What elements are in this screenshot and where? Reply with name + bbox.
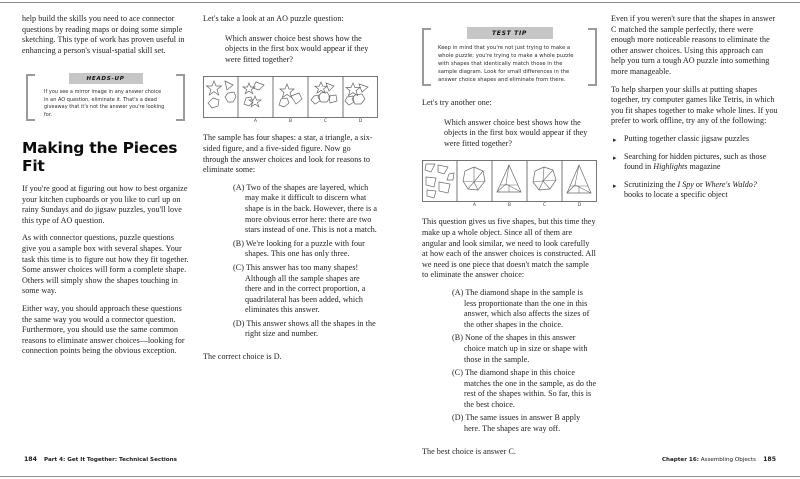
page-right-columns	[400, 14, 800, 456]
running-head-left: Part 4: Get It Together: Technical Sections	[44, 457, 177, 463]
ao-puzzle-figure-2-letters	[422, 203, 597, 208]
col2-conclusion: The correct choice is D.	[203, 352, 282, 362]
ao-puzzle-figure-2-svg	[422, 160, 597, 202]
fig1-label-d: D	[358, 119, 363, 125]
list-item-emphasis: Highlights	[653, 162, 688, 172]
col1-paragraph-1: help build the skills you need to ace connector questions by reading maps or doing some simple sketching. This type of work has proven useful in enhancing a person's visual-spatial skill set.	[22, 14, 185, 55]
col3-question-prompt: Which answer choice best shows how the objects in the first box would appear if they were fitted together?	[444, 117, 588, 148]
column-4	[611, 14, 778, 436]
list-item-text-mid: or	[693, 179, 705, 189]
list-item-emphasis-2: Where's Waldo?	[704, 179, 757, 189]
page-right	[400, 0, 800, 479]
col4-paragraph-2: To help sharpen your skills at putting shapes together, try computer games like Tetris, in which you fit shapes together to make whole lines. If you prefer to work offline, try any of the following:	[611, 84, 778, 126]
practice-activity-list	[611, 134, 778, 201]
col2-question-prompt: Which answer choice best shows how the objects in the first box would appear if they were fitted together?	[225, 33, 369, 64]
test-tip-label: TEST TIP	[467, 27, 553, 39]
col3-answer-a: (A) The diamond shape in the sample is less proportionate than the one in this answer, which also affects the sizes of the other shapes in the choice.	[452, 287, 590, 329]
running-head-right-chapter: Chapter 16:	[661, 457, 699, 463]
test-tip-callout	[422, 24, 597, 88]
list-item-text-post: magazine	[687, 162, 721, 172]
list-item	[611, 180, 778, 201]
footer-right	[662, 456, 776, 463]
triangle-bullet-icon: ▸	[613, 182, 617, 191]
fig1-label-b: B	[288, 119, 293, 125]
bracket-left	[26, 74, 35, 121]
col2-paragraph-2: The sample has four shapes: a star, a triangle, a six-sided figure, and a five-sided figure. Now go through the answer choices and look for reasons to eliminate some:	[203, 133, 373, 175]
col1-paragraph-4: Either way, you should approach these questions the same way you would a connector question. Furthermore, you should use the same common reasons to eliminate answer choices—looking for connection points being the obvious exception.	[22, 303, 185, 356]
ao-puzzle-figure-1	[203, 76, 378, 124]
heads-up-label: HEADS-UP	[69, 73, 143, 84]
list-item-text: Putting together classic jigsaw puzzles	[624, 133, 749, 143]
ao-puzzle-figure-2	[422, 160, 597, 208]
ao-puzzle-figure-1-svg	[203, 76, 378, 118]
fig1-label-a: A	[253, 119, 258, 125]
col3-paragraph-2: This question gives us five shapes, but this time they make up a whole object. Since all of them are angular and look similar, we need to look carefully at how each of the answer choices is constructed. All we need is one piece that doesn't match the sample to eliminate the answer choice:	[422, 217, 596, 280]
col3-paragraph-1: Let's try another one:	[422, 98, 492, 107]
bracket-right	[588, 28, 597, 86]
fig2-label-sample	[422, 203, 457, 208]
col3-answer-d: (D) The same issues in answer B apply here. The shapes are way off.	[452, 413, 581, 434]
fig2-label-d: D	[577, 203, 582, 209]
heads-up-callout	[26, 70, 185, 123]
running-head-right-title: Assembling Objects	[700, 457, 756, 463]
list-item-text-post: books to locate a specific object	[624, 190, 728, 200]
col3-answer-c: (C) The diamond shape in this choice matches the one in the sample, as do the rest of the shapes within. So far, this is the best choice.	[452, 368, 597, 409]
triangle-bullet-icon: ▸	[613, 136, 617, 145]
fig2-label-a: A	[472, 203, 477, 209]
fig1-label-sample	[203, 119, 238, 124]
column-1	[22, 14, 189, 436]
col2-paragraph-1: Let's take a look at an AO puzzle question:	[203, 14, 344, 23]
heads-up-body: If you see a mirror image in any answer choice in an AO question, eliminate it. That's a dead giveaway that it's not the answer you're looking for.	[44, 89, 165, 118]
list-item	[611, 152, 778, 173]
fig2-label-b: B	[507, 203, 512, 209]
test-tip-body: Keep in mind that you're not just trying to make a whole puzzle; you're trying to make a whole puzzle with shapes that identically match those in the sample diagram. Look for small differences in the answer choice shapes and eliminate from there.	[438, 45, 574, 83]
list-item	[611, 134, 778, 145]
col2-answer-b: (B) We're looking for a puzzle with four shapes. This one has only three.	[233, 238, 365, 259]
col1-paragraph-2: If you're good at figuring out how to best organize your kitchen cupboards or you like to curl up on rainy Sundays and do jigsaw puzzles, you'll love this type of AO question.	[22, 184, 188, 225]
bracket-right	[176, 74, 185, 121]
list-item-text-pre: Searching for hidden pictures, such as those found in	[624, 151, 767, 172]
fig2-label-c: C	[542, 203, 547, 209]
col2-answer-a: (A) Two of the shapes are layered, which may make it difficult to discern what shape is in the back. However, there is a more obvious error here: there are two stars instead of one. This is not a match.	[233, 182, 378, 235]
page-number-right: 185	[763, 456, 776, 463]
col3-conclusion: The best choice is answer C.	[422, 446, 516, 456]
bracket-left	[422, 28, 431, 86]
column-2	[203, 14, 378, 436]
col4-paragraph-1: Even if you weren't sure that the shapes in answer C matched the sample perfectly, there were enough more noticeable reasons to eliminate the other answer choices. Using this approach can help you turn a tough AO puzzle into something more manageable.	[611, 14, 776, 76]
page-left-columns	[0, 14, 400, 436]
col3-answer-b: (B) None of the shapes in this answer choice match up in size or shape with those in the sample.	[452, 333, 588, 364]
footer-left	[24, 456, 177, 463]
list-item-emphasis: I Spy	[677, 179, 694, 189]
col2-answer-d: (D) This answer shows all the shapes in the right size and number.	[233, 318, 376, 339]
triangle-bullet-icon: ▸	[613, 154, 617, 163]
col2-answer-c: (C) This answer has too many shapes! Although all the sample shapes are there and in the correct proportion, a quadrilateral has been added, which eliminates this answer.	[233, 262, 366, 315]
col1-paragraph-3: As with connector questions, puzzle questions give you a sample box with several shapes. Your task this time is to figure out how they fit together. Some answer choices will form a complete shape. Others will simply show the shapes touching in some way.	[22, 233, 189, 296]
fig1-label-c: C	[323, 119, 328, 125]
section-heading: Making the Pieces Fit	[22, 139, 178, 175]
ao-puzzle-figure-1-letters	[203, 119, 378, 124]
page-number-left: 184	[24, 456, 37, 463]
list-item-text-pre: Scrutinizing the	[624, 179, 678, 189]
column-3	[422, 14, 597, 456]
